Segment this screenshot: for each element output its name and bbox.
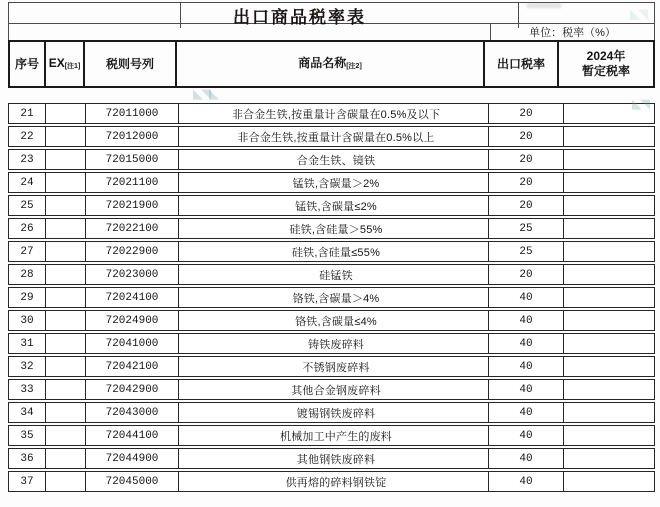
cell-rate-2024 <box>564 288 654 307</box>
table-row <box>8 195 655 216</box>
cell-export-rate: 40 <box>489 472 564 491</box>
cell-seq: 22 <box>9 127 46 146</box>
cell-seq: 36 <box>9 449 46 468</box>
header-code: 税则号列 <box>85 42 177 86</box>
table-body <box>8 103 655 492</box>
cell-ex <box>46 265 86 284</box>
cell-seq: 32 <box>9 357 46 376</box>
cell-seq: 23 <box>9 150 46 169</box>
table-header-row <box>8 40 655 88</box>
cell-name: 硅铁,含硅量≤55% <box>179 242 489 261</box>
unit-band-left-cell <box>9 24 491 40</box>
unit-band-right-cell <box>491 24 654 40</box>
cell-name: 硅铁,含硅量＞55% <box>179 219 489 238</box>
cell-name: 锰铁,含碳量≤2% <box>179 196 489 215</box>
cell-code: 72045000 <box>86 472 179 491</box>
cell-ex <box>46 127 86 146</box>
cell-code: 72024900 <box>86 311 179 330</box>
cell-ex <box>46 196 86 215</box>
cell-seq: 37 <box>9 472 46 491</box>
cell-ex <box>46 104 86 123</box>
cell-rate-2024 <box>564 357 654 376</box>
cell-code: 72022100 <box>86 219 179 238</box>
cell-seq: 25 <box>9 196 46 215</box>
unit-label: 单位：税率（%） <box>529 27 616 39</box>
cell-code: 72042100 <box>86 357 179 376</box>
header-seq: 序号 <box>10 42 46 86</box>
table-row <box>8 218 655 239</box>
cell-export-rate: 40 <box>489 357 564 376</box>
header-name: 商品名称[注2] <box>177 42 485 86</box>
table-row <box>8 264 655 285</box>
cell-code: 72021900 <box>86 196 179 215</box>
cell-code: 72015000 <box>86 150 179 169</box>
cell-seq: 29 <box>9 288 46 307</box>
table-row <box>8 241 655 262</box>
cell-ex <box>46 380 86 399</box>
cell-name: 锰铁,含碳量＞2% <box>179 173 489 192</box>
cell-name: 铬铁,含碳量≤4% <box>179 311 489 330</box>
cell-rate-2024 <box>564 426 654 445</box>
cell-ex <box>46 288 86 307</box>
cell-name: 铸铁废碎料 <box>179 334 489 353</box>
cell-code: 72024100 <box>86 288 179 307</box>
unit-band <box>8 24 655 40</box>
table-row <box>8 149 655 170</box>
cell-seq: 28 <box>9 265 46 284</box>
table-row <box>8 310 655 331</box>
cell-ex <box>46 311 86 330</box>
cell-export-rate: 20 <box>489 104 564 123</box>
page-title: 出口商品税率表 <box>233 8 366 27</box>
title-band <box>8 2 655 27</box>
cell-name: 不锈钢废碎料 <box>179 357 489 376</box>
cell-ex <box>46 449 86 468</box>
table-row <box>8 356 655 377</box>
cell-code: 72022900 <box>86 242 179 261</box>
table-row <box>8 333 655 354</box>
cell-name: 供再熔的碎料钢铁锭 <box>179 472 489 491</box>
cell-ex <box>46 150 86 169</box>
cell-export-rate: 40 <box>489 334 564 353</box>
watermark: ◣◥ <box>630 6 646 21</box>
cell-code: 72044100 <box>86 426 179 445</box>
cell-seq: 26 <box>9 219 46 238</box>
cell-export-rate: 40 <box>489 311 564 330</box>
cell-seq: 35 <box>9 426 46 445</box>
cell-export-rate: 25 <box>489 219 564 238</box>
table-row <box>8 287 655 308</box>
cell-rate-2024 <box>564 265 654 284</box>
cell-code: 72012000 <box>86 127 179 146</box>
cell-seq: 31 <box>9 334 46 353</box>
cell-export-rate: 25 <box>489 242 564 261</box>
cell-ex <box>46 173 86 192</box>
cell-ex <box>46 242 86 261</box>
cell-seq: 33 <box>9 380 46 399</box>
cell-rate-2024 <box>564 242 654 261</box>
cell-export-rate: 40 <box>489 426 564 445</box>
cell-rate-2024 <box>564 219 654 238</box>
cell-rate-2024 <box>564 127 654 146</box>
cell-rate-2024 <box>564 196 654 215</box>
document-page <box>8 2 655 494</box>
cell-code: 72023000 <box>86 265 179 284</box>
cell-ex <box>46 334 86 353</box>
table-row <box>8 103 655 124</box>
cell-ex <box>46 403 86 422</box>
cell-ex <box>46 426 86 445</box>
cell-export-rate: 20 <box>489 265 564 284</box>
cell-code: 72042900 <box>86 380 179 399</box>
cell-name: 合金生铁、镜铁 <box>179 150 489 169</box>
cell-seq: 34 <box>9 403 46 422</box>
cell-seq: 24 <box>9 173 46 192</box>
cell-export-rate: 40 <box>489 380 564 399</box>
table-row <box>8 425 655 446</box>
cell-export-rate: 20 <box>489 173 564 192</box>
cell-code: 72021100 <box>86 173 179 192</box>
cell-name: 硅锰铁 <box>179 265 489 284</box>
cell-rate-2024 <box>564 472 654 491</box>
cell-name: 非合金生铁,按重量计含碳量在0.5%以上 <box>179 127 489 146</box>
cell-seq: 27 <box>9 242 46 261</box>
header-rate-2024: 2024年 暂定税率 <box>581 49 630 78</box>
table-row <box>8 126 655 147</box>
header-name-note: [注2] <box>346 63 362 71</box>
cell-seq: 21 <box>9 104 46 123</box>
cell-export-rate: 40 <box>489 449 564 468</box>
cell-name: 铬铁,含碳量＞4% <box>179 288 489 307</box>
cell-name: 其他钢铁废碎料 <box>179 449 489 468</box>
header-ex-note: [注1] <box>64 63 81 71</box>
cell-name: 非合金生铁,按重量计含碳量在0.5%及以下 <box>179 104 489 123</box>
table-row <box>8 402 655 423</box>
table-row <box>8 172 655 193</box>
cell-rate-2024 <box>564 380 654 399</box>
table-row <box>8 379 655 400</box>
cell-ex <box>46 219 86 238</box>
cell-code: 72044900 <box>86 449 179 468</box>
watermark: ◣◥ <box>632 96 648 111</box>
cell-code: 72043000 <box>86 403 179 422</box>
cell-export-rate: 40 <box>489 403 564 422</box>
cell-name: 其他合金钢废碎料 <box>179 380 489 399</box>
cell-export-rate: 20 <box>489 196 564 215</box>
cell-rate-2024 <box>564 173 654 192</box>
cell-rate-2024 <box>564 403 654 422</box>
cell-rate-2024 <box>564 150 654 169</box>
header-export-rate: 出口税率 <box>485 42 559 86</box>
cell-code: 72011000 <box>86 104 179 123</box>
cell-ex <box>46 357 86 376</box>
cell-rate-2024 <box>564 449 654 468</box>
cell-export-rate: 20 <box>489 127 564 146</box>
cell-rate-2024 <box>564 311 654 330</box>
cell-rate-2024 <box>564 334 654 353</box>
table-row <box>8 448 655 469</box>
cell-name: 机械加工中产生的废料 <box>179 426 489 445</box>
table-row <box>8 471 655 492</box>
cell-rate-2024 <box>564 104 654 123</box>
cell-ex <box>46 472 86 491</box>
cell-export-rate: 40 <box>489 288 564 307</box>
cell-name: 镀锡钢铁废碎料 <box>179 403 489 422</box>
cell-code: 72041000 <box>86 334 179 353</box>
cell-seq: 30 <box>9 311 46 330</box>
watermark: ◣◥◣ <box>193 86 217 101</box>
cell-export-rate: 20 <box>489 150 564 169</box>
header-ex: EX[注1] <box>46 42 85 86</box>
